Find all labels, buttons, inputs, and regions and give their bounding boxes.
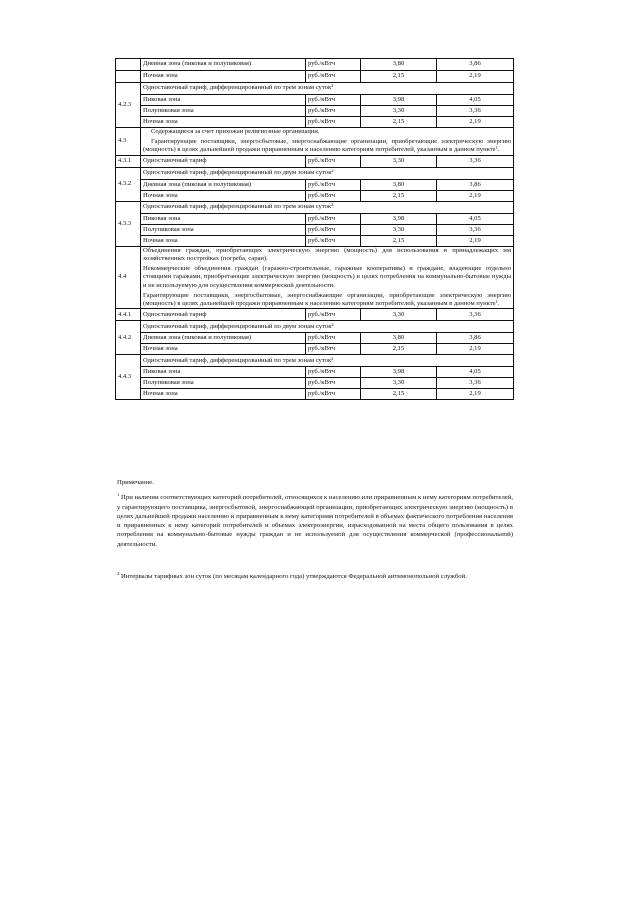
- tariff-value-2: 3,36: [437, 224, 514, 235]
- tariff-value-2: 4,05: [437, 367, 514, 378]
- unit-cell: руб./кВтч: [306, 389, 361, 400]
- row-number: 4.3.1: [116, 155, 141, 167]
- unit-cell: руб./кВтч: [306, 213, 361, 224]
- paragraph-end: .: [497, 146, 500, 154]
- table-row: [116, 367, 514, 378]
- section-title-text: Одноставочный тариф, дифференцированный по трем зонам суток: [143, 356, 332, 364]
- notes-block: [117, 478, 513, 549]
- tariff-value-1: 3,98: [361, 213, 437, 224]
- section-title-text: Одноставочный тариф, дифференцированный по двум зонам суток: [143, 322, 332, 330]
- table-row: [116, 59, 514, 71]
- tariff-value-2: 3,86: [437, 179, 514, 190]
- unit-cell: руб./кВтч: [306, 309, 361, 321]
- zone-label: Ночная зона: [141, 389, 306, 400]
- footnote-1: [117, 493, 513, 549]
- footnote-ref: 2: [331, 355, 334, 361]
- row-number: 4.4.1: [116, 309, 141, 321]
- tariff-value-2: 3,86: [437, 333, 514, 344]
- tariff-value-1: 2,15: [361, 71, 437, 83]
- unit-cell: руб./кВтч: [306, 190, 361, 201]
- footnote-text: Интервалы тарифных зон суток (по месяцам календарного года) утверждаются Федеральной антимонопольной службой.: [120, 573, 467, 580]
- unit-cell: руб./кВтч: [306, 106, 361, 117]
- tariff-value-1: 3,30: [361, 309, 437, 321]
- paragraph-end: .: [497, 300, 500, 308]
- tariff-value-1: 2,15: [361, 117, 437, 128]
- row-number: [116, 71, 141, 83]
- tariff-value-1: 2,15: [361, 190, 437, 201]
- tariff-section-title: [141, 83, 514, 95]
- paragraph-text: Гарантирующие поставщики, энергосбытовые, энергоснабжающие организации, приобретающие электрическую энергию (мощность) в целях дальнейшей продажи приравненным к населению категориям потребителей, указанным в данном пункте: [143, 138, 511, 154]
- footnote-marker: 2: [117, 571, 120, 576]
- footnote-ref: 2: [331, 83, 334, 89]
- footnote-marker: 1: [117, 492, 120, 498]
- tariff-value-2: 4,05: [437, 213, 514, 224]
- table-row: [116, 333, 514, 344]
- unit-cell: руб./кВтч: [306, 344, 361, 355]
- description-paragraph: Содержащиеся за счет прихожан религиозные организации.: [151, 128, 320, 135]
- tariff-value-2: 3,86: [437, 59, 514, 71]
- notes-heading: Примечание.: [117, 479, 154, 486]
- unit-cell: руб./кВтч: [306, 224, 361, 235]
- table-row: [116, 179, 514, 190]
- unit-cell: руб./кВтч: [306, 71, 361, 83]
- tariff-label: Одноставочный тариф: [141, 309, 306, 321]
- tariff-value-2: 3,36: [437, 309, 514, 321]
- zone-label: Полупиковая зона: [141, 224, 306, 235]
- section-title-text: Одноставочный тариф, дифференцированный по двум зонам суток: [143, 169, 332, 177]
- zone-label: Пиковая зона: [141, 95, 306, 106]
- footnote-ref: 2: [331, 168, 334, 174]
- paragraph-text: Гарантирующие поставщики, энергосбытовые, энергоснабжающие организации, приобретающие электрическую энергию (мощность) в целях дальнейшей продажи приравненным к населению категориям потребителей, указанным в данном пункте: [143, 291, 511, 308]
- unit-cell: руб./кВтч: [306, 59, 361, 71]
- table-row: [116, 71, 514, 83]
- unit-cell: руб./кВтч: [306, 155, 361, 167]
- tariff-value-2: 3,36: [437, 155, 514, 167]
- tariff-value-1: 3,30: [361, 155, 437, 167]
- section-title-text: Одноставочный тариф, дифференцированный по трем зонам суток: [143, 84, 332, 92]
- tariff-value-2: 2,19: [437, 117, 514, 128]
- category-description: [141, 128, 514, 156]
- footnote-2-block: [117, 572, 513, 581]
- tariff-label: Одноставочный тариф: [141, 155, 306, 167]
- unit-cell: руб./кВтч: [306, 95, 361, 106]
- tariff-value-1: 3,30: [361, 106, 437, 117]
- zone-label: Дневная зона (пиковая и полупиковая): [141, 179, 306, 190]
- row-number: 4.4.3: [116, 355, 141, 400]
- row-number: 4.2.3: [116, 83, 141, 128]
- zone-label: Полупиковая зона: [141, 106, 306, 117]
- zone-label: Ночная зона: [141, 71, 306, 83]
- footnote-2: [117, 572, 513, 581]
- unit-cell: руб./кВтч: [306, 367, 361, 378]
- tariff-value-1: 2,15: [361, 344, 437, 355]
- footnote-ref: 2: [331, 202, 334, 208]
- zone-label: Ночная зона: [141, 344, 306, 355]
- table-row: [116, 224, 514, 235]
- tariff-value-1: 3,30: [361, 224, 437, 235]
- tariff-value-2: 3,36: [437, 378, 514, 389]
- description-paragraph: [143, 292, 511, 308]
- category-description: [141, 246, 514, 309]
- table-row: [116, 389, 514, 400]
- tariff-value-2: 2,19: [437, 235, 514, 246]
- table-row: [116, 246, 514, 309]
- tariff-section-title: [141, 355, 514, 367]
- tariff-table: [115, 58, 514, 400]
- table-row: [116, 378, 514, 389]
- table-row: [116, 344, 514, 355]
- table-row: [116, 167, 514, 179]
- tariff-value-2: 2,19: [437, 190, 514, 201]
- description-paragraph: Объединения граждан, приобретающих электрическую энергию (мощность) для использования в принадлежащих им хозяйственных постройках (погреба, сараи).: [143, 246, 511, 262]
- footnote-ref: 1: [495, 145, 498, 151]
- row-number: 4.3.3: [116, 201, 141, 246]
- unit-cell: руб./кВтч: [306, 117, 361, 128]
- table-row: [116, 235, 514, 246]
- tariff-value-2: 2,19: [437, 71, 514, 83]
- tariff-section-title: [141, 167, 514, 179]
- zone-label: Дневная зона (пиковая и полупиковая): [141, 333, 306, 344]
- tariff-value-1: 2,15: [361, 235, 437, 246]
- footnote-ref: 2: [331, 321, 334, 327]
- row-number: 4.4: [116, 246, 141, 309]
- unit-cell: руб./кВтч: [306, 179, 361, 190]
- footnote-text: При наличии соответствующих категорий потребителей, относящихся к населению или приравненным к нему категориям потребителей, у гарантирующего поставщика, энергосбытовой, энергоснабжающей организации, приобретающих электрическую энергию (мощность) в целях дальнейшей продажи населению и приравненным к нему категориям потребителей в объемах фактического потребления населения и приравненных к нему категорий потребителей и объемах электроэнергии, израсходованной на места общего пользования в целях потребления на коммунально-бытовые нужды граждан и не используемой для осуществления коммерческой (профессиональной) деятельности.: [117, 494, 514, 548]
- tariff-value-1: 3,80: [361, 179, 437, 190]
- tariff-value-2: 3,36: [437, 106, 514, 117]
- tariff-value-1: 3,98: [361, 367, 437, 378]
- table-row: [116, 106, 514, 117]
- table-row: [116, 95, 514, 106]
- tariff-value-2: 2,19: [437, 344, 514, 355]
- tariff-value-2: 2,19: [437, 389, 514, 400]
- table-row: [116, 128, 514, 156]
- row-number: 4.3: [116, 128, 141, 156]
- zone-label: Пиковая зона: [141, 367, 306, 378]
- tariff-value-2: 4,05: [437, 95, 514, 106]
- table-row: [116, 355, 514, 367]
- table-row: [116, 213, 514, 224]
- zone-label: Ночная зона: [141, 117, 306, 128]
- tariff-value-1: 3,98: [361, 95, 437, 106]
- zone-label: Ночная зона: [141, 190, 306, 201]
- tariff-value-1: 3,30: [361, 378, 437, 389]
- table-row: [116, 155, 514, 167]
- footnote-ref: 1: [495, 299, 498, 305]
- unit-cell: руб./кВтч: [306, 378, 361, 389]
- zone-label: Ночная зона: [141, 235, 306, 246]
- description-paragraph: Некоммерческие объединения граждан (гаражно-строительные, гаражные кооперативы) и граждане, владеющие отдельно стоящими гаражами, приобретающие электрическую энергию (мощность) в целях потребления на коммунально-бытовые нужды и не используемую для осуществления коммерческой деятельности.: [143, 265, 511, 289]
- zone-label: Полупиковая зона: [141, 378, 306, 389]
- table-row: [116, 201, 514, 213]
- zone-label: Дневная зона (пиковая и полупиковая): [141, 59, 306, 71]
- zone-label: Пиковая зона: [141, 213, 306, 224]
- table-row: [116, 190, 514, 201]
- table-row: [116, 117, 514, 128]
- tariff-value-1: 2,15: [361, 389, 437, 400]
- unit-cell: руб./кВтч: [306, 235, 361, 246]
- row-number: 4.4.2: [116, 321, 141, 355]
- row-number: 4.3.2: [116, 167, 141, 201]
- unit-cell: руб./кВтч: [306, 333, 361, 344]
- tariff-section-title: [141, 321, 514, 333]
- tariff-value-1: 3,80: [361, 59, 437, 71]
- tariff-value-1: 3,80: [361, 333, 437, 344]
- table-row: [116, 83, 514, 95]
- table-row: [116, 321, 514, 333]
- table-row: [116, 309, 514, 321]
- row-number: [116, 59, 141, 71]
- tariff-section-title: [141, 201, 514, 213]
- description-paragraph: [143, 138, 511, 154]
- section-title-text: Одноставочный тариф, дифференцированный по трем зонам суток: [143, 203, 332, 211]
